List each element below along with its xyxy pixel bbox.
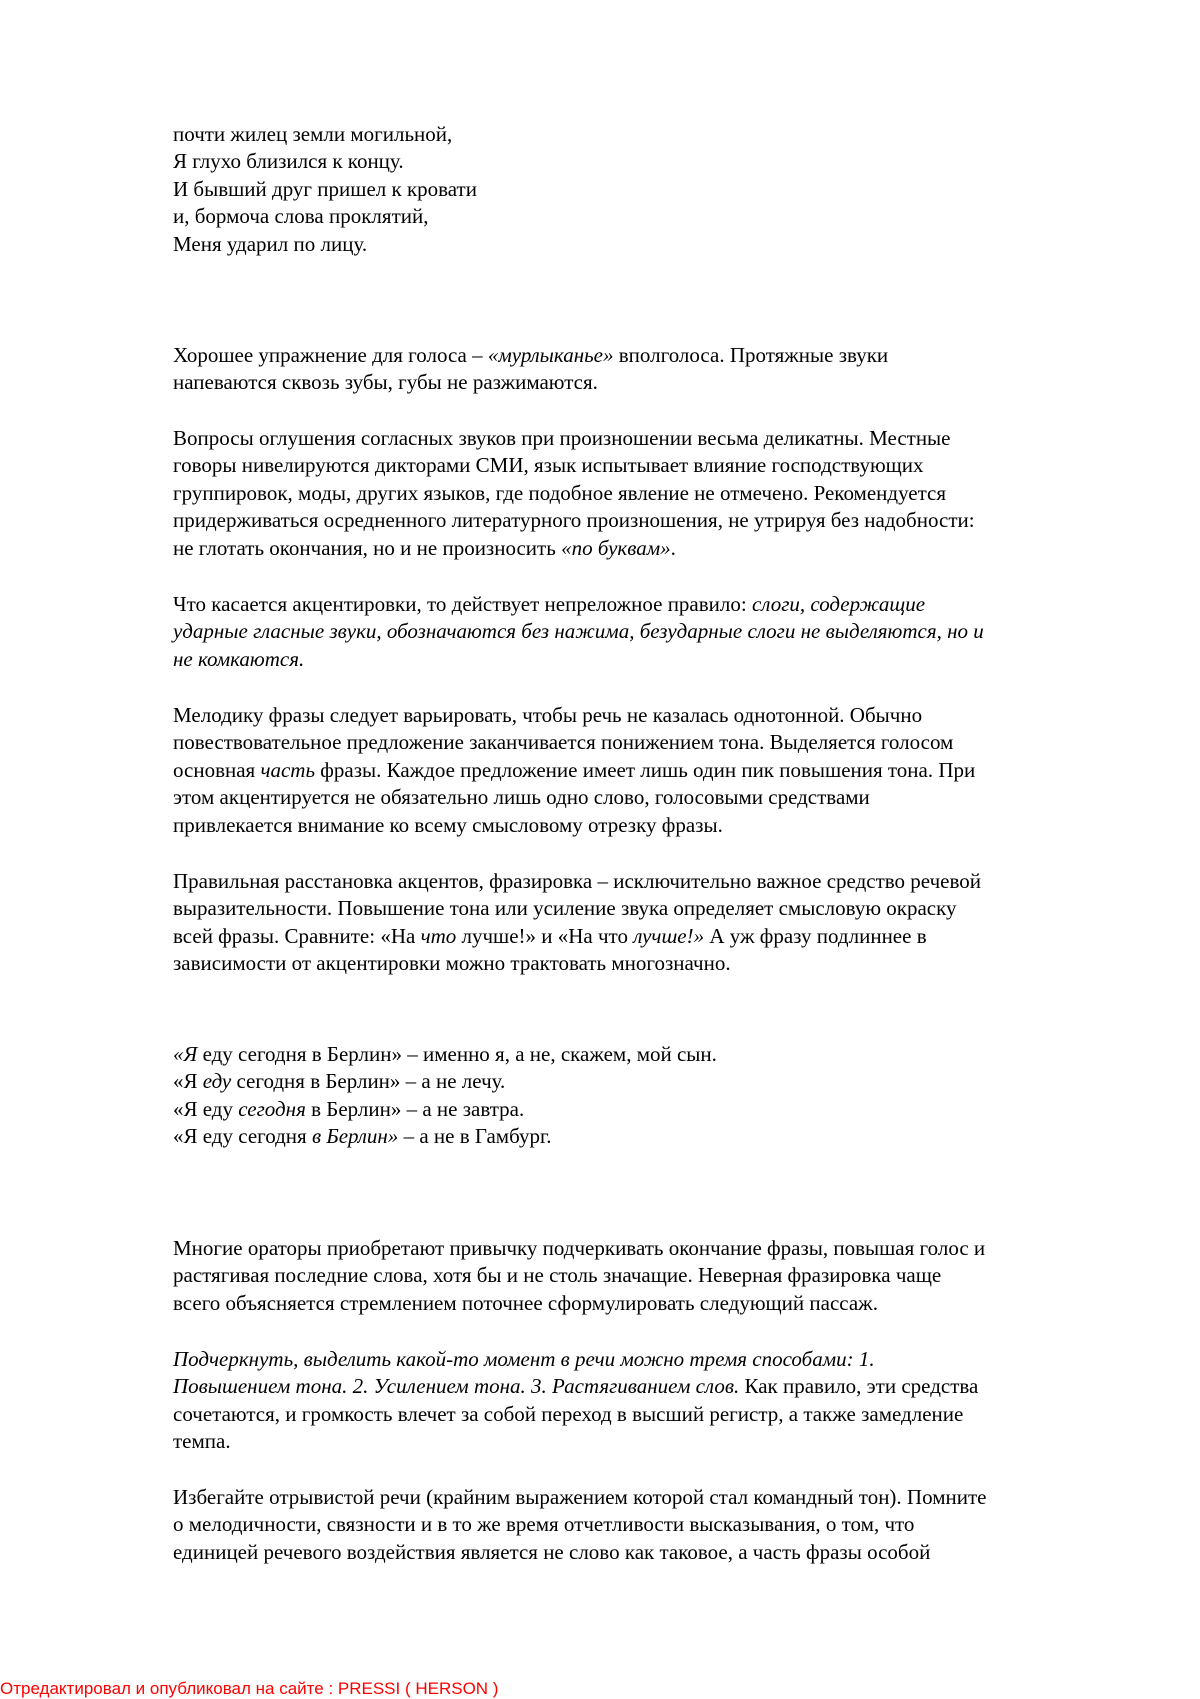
italic-run: сегодня [238, 1096, 306, 1121]
italic-run: что [420, 923, 457, 948]
paragraph-emphasis [173, 1346, 1133, 1456]
text-line: придерживаться осредненного литературного произношения, не утрируя без надобности: [173, 508, 975, 533]
text-line: темпа. [173, 1429, 231, 1454]
paragraph-melody [173, 702, 1133, 839]
example-line [173, 1041, 1133, 1068]
text-run: – а не в Гамбург. [398, 1124, 552, 1149]
text-line: группировок, моды, других языков, где подобное явление не отмечено. Рекомендуется [173, 480, 947, 505]
text-line: Мелодику фразы следует варьировать, чтобы речь не казалась однотонной. Обычно [173, 703, 923, 727]
text-line: единицей речевого воздействия является не слово как таковое, а часть фразы особой [173, 1539, 931, 1564]
text-line: не комкаются. [173, 646, 305, 671]
text-line: о мелодичности, связности и в то же время отчетливости высказывания, о том, что [173, 1512, 915, 1537]
example-line [173, 1096, 1133, 1123]
text-line [173, 757, 1133, 784]
text-run: всей фразы. Сравните: «На [173, 923, 421, 948]
text-run: Хорошее упражнение для голоса – [173, 343, 488, 367]
text-line: растягивая последние слова, хотя бы и не столь значащие. Неверная фразировка чаще [173, 1263, 942, 1288]
footer-credit: Отредактировал и опубликовал на сайте : PRESSI ( HERSON ) [0, 1679, 499, 1698]
paragraph-voice-exercise [173, 342, 1133, 397]
italic-run: «по буквам» [561, 535, 671, 560]
text-line: повествовательное предложение заканчивается понижением тона. Выделяется голосом [173, 730, 954, 755]
paragraph-abrupt-speech [173, 1484, 1133, 1566]
text-run: в Берлин» – а не завтра. [305, 1096, 525, 1121]
italic-run: Повышением тона. 2. Усилением тона. 3. Растягиванием слов. [173, 1374, 740, 1399]
examples-list [173, 1041, 1133, 1151]
text-line: напеваются сквозь зубы, губы не разжимаются. [173, 370, 598, 395]
text-line: привлекается внимание ко всему смысловому отрезку фразы. [173, 812, 723, 837]
text-line: этом акцентируется не обязательно лишь одно слово, голосовыми средствами [173, 785, 870, 810]
text-run: «Я [173, 1069, 203, 1094]
poem-line: и, бормоча слова проклятий, [173, 204, 429, 229]
poem-line: Меня ударил по лицу. [173, 231, 368, 256]
text-run: основная [173, 757, 261, 782]
text-run: . [670, 535, 676, 560]
text-line [173, 1373, 1133, 1400]
paragraph-devoicing [173, 425, 1133, 562]
italic-run: «Я [173, 1042, 198, 1066]
text-line: зависимости от акцентировки можно трактовать многозначно. [173, 951, 731, 976]
italic-run: лучше!» [633, 923, 705, 948]
text-run: сегодня в Берлин» – а не лечу. [231, 1069, 506, 1094]
text-line: сочетаются, и громкость влечет за собой переход в высший регистр, а также замедление [173, 1401, 964, 1426]
poem-line: почти жилец земли могильной, [173, 122, 453, 146]
example-line [173, 1123, 1133, 1150]
text-line: Избегайте отрывистой речи (крайним выражением которой стал командный тон). Помните [173, 1485, 987, 1509]
italic-run: слоги, содержащие [751, 592, 926, 616]
example-line [173, 1068, 1133, 1095]
text-run: Как правило, эти средства [739, 1374, 979, 1399]
text-line [173, 591, 1133, 618]
text-line: Подчеркнуть, выделить какой-то момент в речи можно тремя способами: 1. [173, 1347, 875, 1371]
italic-run: «мурлыканье» [487, 343, 614, 367]
poem-line: Я глухо близился к концу. [173, 149, 404, 174]
italic-run: часть [260, 757, 316, 782]
paragraph-orators [173, 1235, 1133, 1317]
text-line [173, 923, 1133, 950]
text-line: Правильная расстановка акцентов, фразировка – исключительно важное средство речевой [173, 869, 981, 893]
poem-line: И бывший друг пришел к кровати [173, 176, 477, 201]
text-run: «Я еду сегодня [173, 1124, 312, 1149]
paragraph-phrasing [173, 868, 1133, 978]
text-line [173, 535, 1133, 562]
text-line: выразительности. Повышение тона или усиление звука определяет смысловую окраску [173, 896, 957, 921]
text-run: не глотать окончания, но и не произносить [173, 535, 562, 560]
text-line: Вопросы оглушения согласных звуков при произношении весьма деликатны. Местные [173, 426, 951, 450]
text-run: лучше!» и «На что [456, 923, 634, 948]
text-line: всего объясняется стремлением поточнее сформулировать следующий пассаж. [173, 1290, 878, 1315]
text-run: Что касается акцентировки, то действует непреложное правило: [173, 592, 752, 616]
italic-run: в Берлин» [311, 1124, 399, 1149]
text-run: А уж фразу подлиннее в [704, 923, 927, 948]
text-run: фразы. Каждое предложение имеет лишь один пик повышения тона. При [315, 757, 976, 782]
text-line: Многие ораторы приобретают привычку подчеркивать окончание фразы, повышая голос и [173, 1236, 986, 1260]
italic-run: еду [202, 1069, 232, 1094]
text-run: «Я еду [173, 1096, 239, 1121]
poem-stanza [173, 121, 1133, 258]
text-line [173, 342, 1133, 369]
paragraph-accentuation [173, 591, 1133, 673]
text-run: еду сегодня в Берлин» – именно я, а не, скажем, мой сын. [197, 1042, 717, 1066]
text-run: вполголоса. Протяжные звуки [613, 343, 889, 367]
text-line: ударные гласные звуки, обозначаются без нажима, безударные слоги не выделяются, но и [173, 619, 984, 644]
text-line: говоры нивелируются дикторами СМИ, язык испытывает влияние господствующих [173, 453, 924, 478]
